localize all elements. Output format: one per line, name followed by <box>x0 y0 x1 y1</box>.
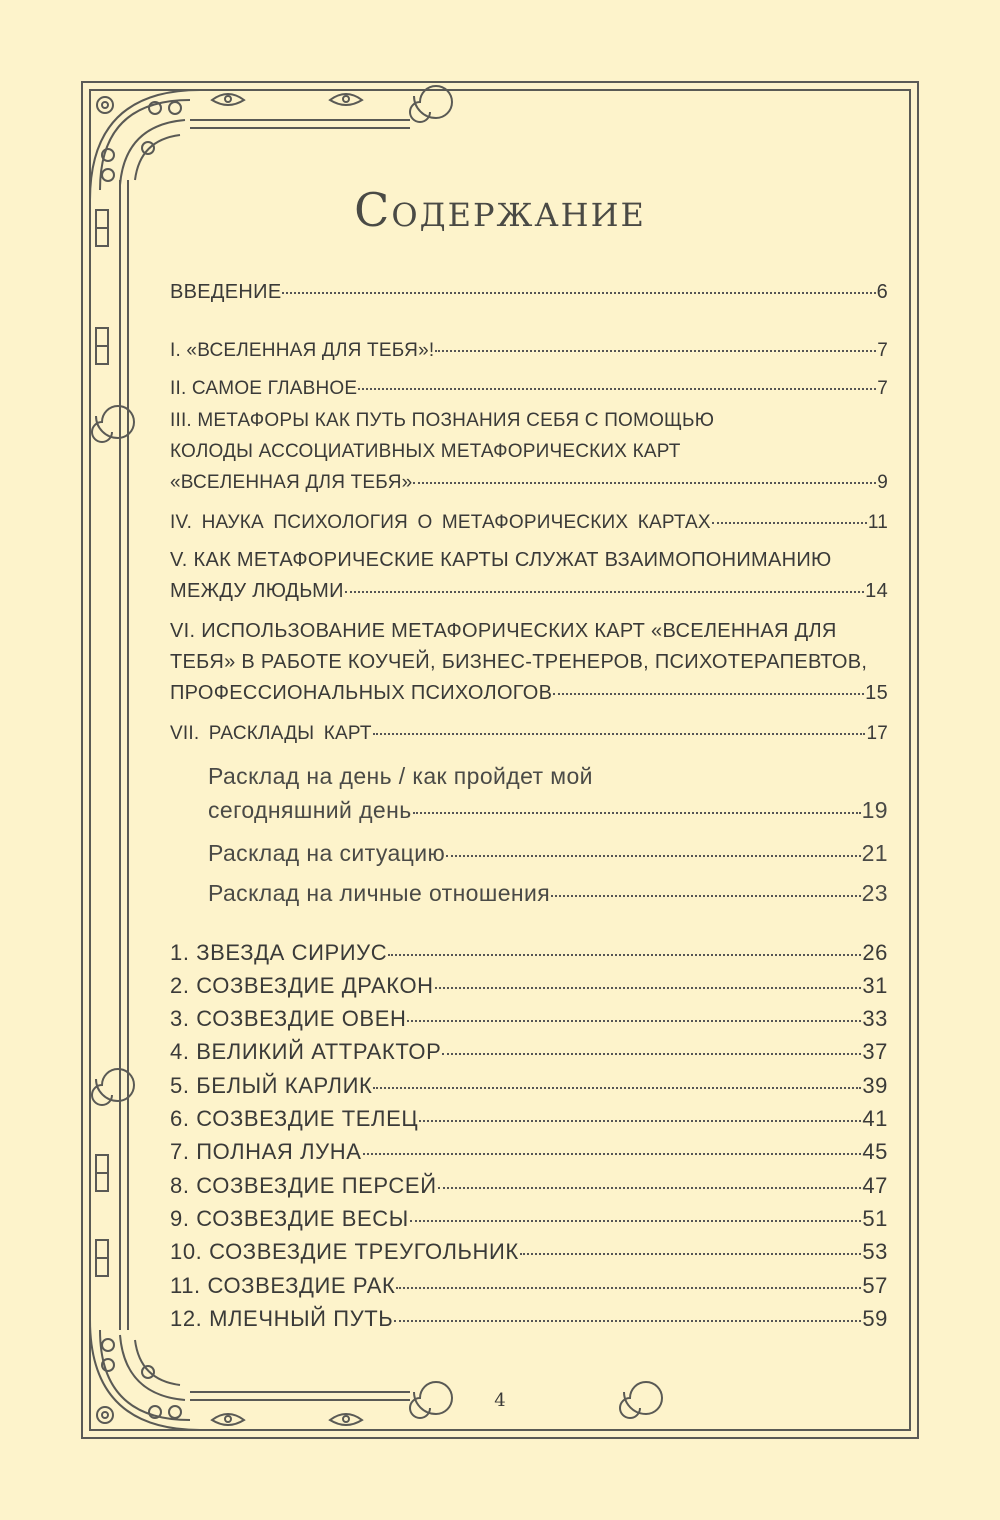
toc-entry-ch6[interactable] <box>170 682 888 705</box>
toc-entry-ch7[interactable] <box>170 723 888 745</box>
toc-entry-card[interactable] <box>170 973 888 999</box>
toc-entry-ch5-line1[interactable]: V. КАК МЕТАФОРИЧЕСКИЕ КАРТЫ СЛУЖАТ ВЗАИМОПОНИМАНИЮ <box>170 549 832 571</box>
toc-entry-ch4[interactable] <box>170 512 888 534</box>
toc-page: 9 <box>877 472 888 493</box>
toc-entry-sub1-line1[interactable]: Расклад на день / как пройдет мой <box>208 763 593 789</box>
toc-label: VII. РАСКЛАДЫ КАРТ <box>170 723 372 744</box>
toc-entry-card[interactable] <box>170 1073 888 1099</box>
toc-label: Расклад на ситуацию <box>208 840 446 866</box>
leader-dots <box>394 1320 861 1322</box>
toc-entry-card[interactable] <box>170 1039 888 1065</box>
leader-dots <box>396 1287 861 1289</box>
toc-page: 47 <box>862 1173 888 1198</box>
toc-page: 59 <box>862 1306 888 1331</box>
toc-page: 21 <box>861 840 888 866</box>
toc-entry-card[interactable] <box>170 1239 888 1265</box>
toc-label: 8. СОЗВЕЗДИЕ ПЕРСЕЙ <box>170 1173 437 1198</box>
toc-entry-ch3-line2[interactable]: КОЛОДЫ АССОЦИАТИВНЫХ МЕТАФОРИЧЕСКИХ КАРТ <box>170 441 681 462</box>
toc-label: МЕЖДУ ЛЮДЬМИ <box>170 580 344 602</box>
leader-dots <box>435 350 876 352</box>
toc-entry-sub3[interactable] <box>208 880 888 907</box>
toc-page: 19 <box>861 797 888 823</box>
toc-label: 3. СОЗВЕЗДИЕ ОВЕН <box>170 1006 407 1031</box>
toc-label: ПРОФЕССИОНАЛЬНЫХ ПСИХОЛОГОВ <box>170 682 553 704</box>
toc-page: 26 <box>862 940 888 965</box>
toc-page: 51 <box>862 1206 888 1231</box>
toc-entry-ch3-line1[interactable]: III. МЕТАФОРЫ КАК ПУТЬ ПОЗНАНИЯ СЕБЯ С ПОМОЩЬЮ <box>170 410 715 431</box>
leader-dots <box>413 812 861 814</box>
toc-entry-card[interactable] <box>170 1206 888 1232</box>
toc-page: 15 <box>865 682 888 704</box>
toc-label: 5. БЕЛЫЙ КАРЛИК <box>170 1073 373 1098</box>
toc-entry-card[interactable] <box>170 1006 888 1032</box>
leader-dots <box>388 954 861 956</box>
toc-page: 7 <box>877 340 888 361</box>
toc-entry-sub1[interactable] <box>208 797 888 824</box>
leader-dots <box>419 1120 861 1122</box>
toc-entry-intro[interactable] <box>170 281 888 304</box>
toc-label: 10. СОЗВЕЗДИЕ ТРЕУГОЛЬНИК <box>170 1239 519 1264</box>
toc-page: 33 <box>862 1006 888 1031</box>
leader-dots <box>373 1087 861 1089</box>
toc-page: 39 <box>862 1073 888 1098</box>
toc-page: 11 <box>867 512 888 533</box>
leader-dots <box>363 1153 862 1155</box>
toc-entry-ch6-line1[interactable]: VI. ИСПОЛЬЗОВАНИЕ МЕТАФОРИЧЕСКИХ КАРТ «ВСЕЛЕННАЯ ДЛЯ <box>170 620 837 642</box>
toc-label: ВВЕДЕНИЕ <box>170 281 282 303</box>
leader-dots <box>438 1187 862 1189</box>
leader-dots <box>413 482 876 484</box>
toc-entry-sub2[interactable] <box>208 840 888 867</box>
toc-label: I. «ВСЕЛЕННАЯ ДЛЯ ТЕБЯ»! <box>170 340 435 361</box>
toc-entry-card[interactable] <box>170 1139 888 1165</box>
leader-dots <box>410 1220 862 1222</box>
toc-page: 53 <box>862 1239 888 1264</box>
toc-page: 23 <box>861 880 888 906</box>
toc-page: 57 <box>862 1273 888 1298</box>
leader-dots <box>442 1053 861 1055</box>
page-number: 4 <box>494 1390 506 1411</box>
side-motif <box>96 210 108 1276</box>
toc-label: 12. МЛЕЧНЫЙ ПУТЬ <box>170 1306 394 1331</box>
corner-ornament-bottom-left <box>90 1320 200 1430</box>
toc-label: 11. СОЗВЕЗДИЕ РАК <box>170 1273 396 1298</box>
leader-dots <box>407 1020 861 1022</box>
toc-entry-ch5[interactable] <box>170 580 888 603</box>
toc-page: 31 <box>862 973 888 998</box>
toc-label: сегодняшний день <box>208 797 412 823</box>
toc-page: 37 <box>862 1039 888 1064</box>
leader-dots <box>358 388 876 390</box>
leader-dots <box>435 987 862 989</box>
toc-entry-ch3[interactable] <box>170 472 888 494</box>
toc-label: 7. ПОЛНАЯ ЛУНА <box>170 1139 362 1164</box>
toc-page: 41 <box>862 1106 888 1131</box>
toc-label: 1. ЗВЕЗДА СИРИУС <box>170 940 388 965</box>
leader-dots <box>282 292 875 294</box>
leader-dots <box>446 855 860 857</box>
toc-entry-ch2[interactable] <box>170 378 888 400</box>
toc-label: IV. НАУКА ПСИХОЛОГИЯ О МЕТАФОРИЧЕСКИХ КАРТАХ <box>170 512 711 533</box>
toc-label: 9. СОЗВЕЗДИЕ ВЕСЫ <box>170 1206 409 1231</box>
toc-label: 2. СОЗВЕЗДИЕ ДРАКОН <box>170 973 434 998</box>
toc-label: 6. СОЗВЕЗДИЕ ТЕЛЕЦ <box>170 1106 419 1131</box>
leader-dots <box>553 693 864 695</box>
page-title: Содержание <box>354 183 646 237</box>
toc-page: 14 <box>865 580 888 602</box>
toc-label: «ВСЕЛЕННАЯ ДЛЯ ТЕБЯ» <box>170 472 413 493</box>
toc-entry-card[interactable] <box>170 1273 888 1299</box>
leader-dots <box>520 1253 861 1255</box>
leader-dots <box>712 522 867 524</box>
toc-page: 45 <box>862 1139 888 1164</box>
toc-entry-card[interactable] <box>170 1306 888 1332</box>
toc-entry-card[interactable] <box>170 1106 888 1132</box>
toc-page: 17 <box>866 723 888 744</box>
leader-dots <box>551 895 860 897</box>
toc-label: II. САМОЕ ГЛАВНОЕ <box>170 378 358 399</box>
toc-entry-ch6-line2[interactable]: ТЕБЯ» В РАБОТЕ КОУЧЕЙ, БИЗНЕС-ТРЕНЕРОВ, ПСИХОТЕРАПЕВТОВ, <box>170 651 868 673</box>
toc-label: Расклад на личные отношения <box>208 880 551 906</box>
toc-entry-card[interactable] <box>170 940 888 966</box>
toc-label: 4. ВЕЛИКИЙ АТТРАКТОР <box>170 1039 442 1064</box>
toc-page: 7 <box>877 378 888 399</box>
leader-dots <box>373 733 866 735</box>
toc-entry-card[interactable] <box>170 1173 888 1199</box>
toc-page: 6 <box>876 281 888 303</box>
leader-dots <box>345 591 864 593</box>
toc-entry-ch1[interactable] <box>170 340 888 362</box>
